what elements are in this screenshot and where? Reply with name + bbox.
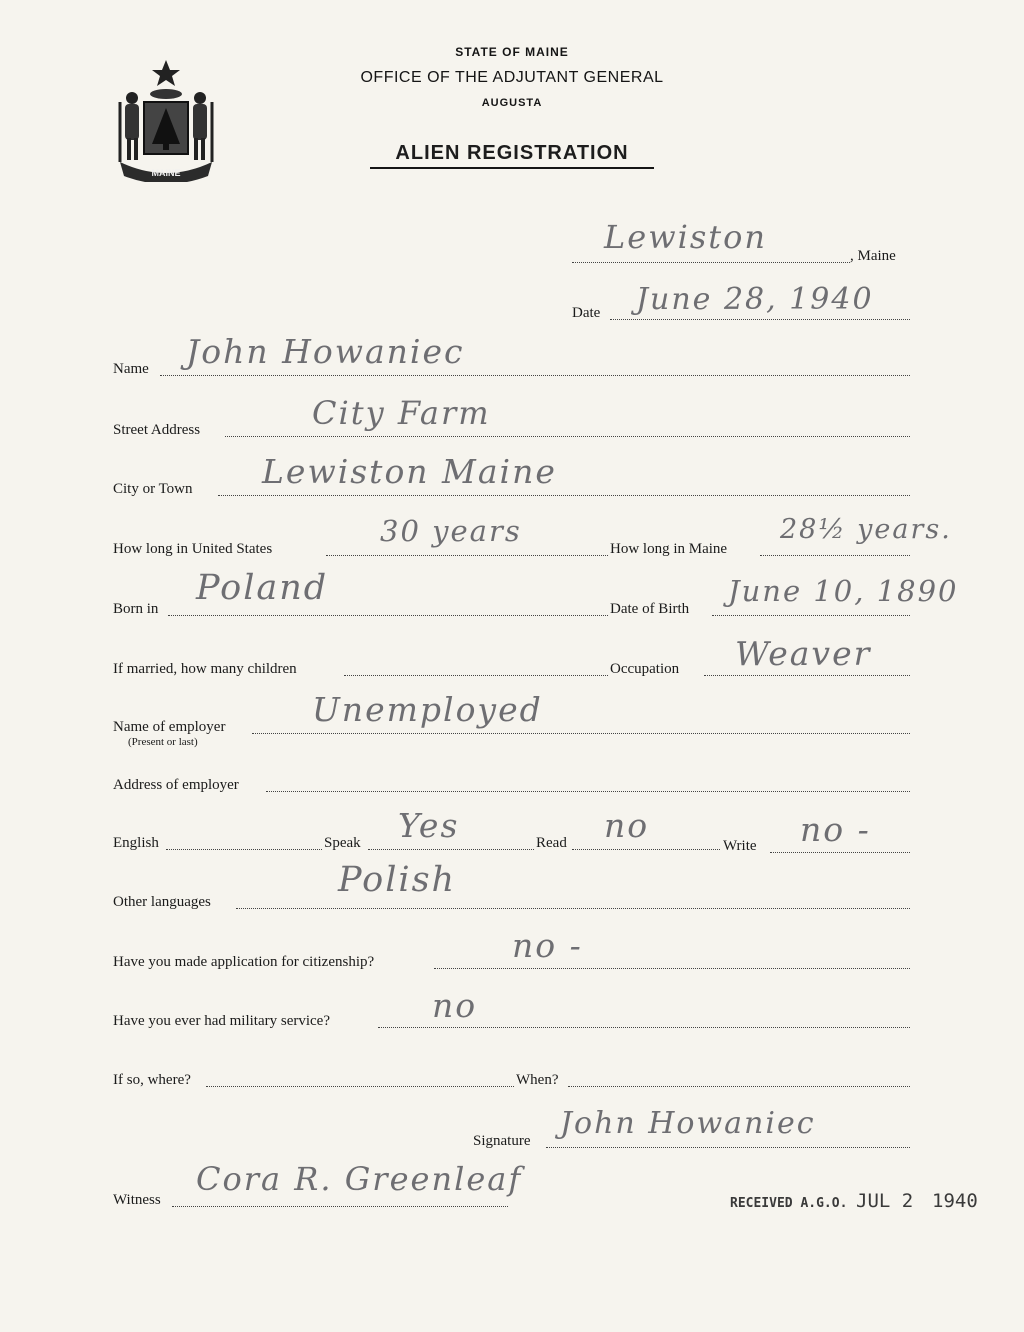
military-value: no bbox=[432, 986, 478, 1025]
witness-label: Witness bbox=[113, 1192, 161, 1208]
speak-value: Yes bbox=[398, 806, 460, 845]
city-label: City or Town bbox=[113, 481, 193, 497]
other-languages-value: Polish bbox=[338, 860, 457, 900]
read-value: no bbox=[604, 806, 650, 845]
name-line bbox=[160, 375, 910, 376]
how-long-maine-line bbox=[760, 555, 910, 556]
write-label: Write bbox=[723, 838, 757, 854]
employer-address-label: Address of employer bbox=[113, 777, 239, 793]
speak-label: Speak bbox=[324, 835, 361, 851]
maine-label: , Maine bbox=[850, 248, 896, 264]
header-city: AUGUSTA bbox=[481, 97, 543, 109]
employer-label: Name of employer bbox=[113, 719, 226, 735]
where-label: If so, where? bbox=[113, 1072, 191, 1088]
read-label: Read bbox=[536, 835, 567, 851]
how-long-us-value: 30 years bbox=[380, 514, 522, 548]
other-languages-label: Other languages bbox=[113, 894, 211, 910]
city-value: Lewiston Maine bbox=[262, 452, 557, 491]
citizenship-label: Have you made application for citizenship? bbox=[113, 954, 375, 970]
citizenship-line bbox=[434, 968, 910, 969]
signature-value: John Howaniec bbox=[560, 1106, 816, 1141]
children-line bbox=[344, 675, 608, 676]
where-line bbox=[206, 1086, 514, 1087]
children-label: If married, how many children bbox=[113, 661, 297, 677]
street-address-line bbox=[225, 436, 910, 437]
date-of-birth-value: June 10, 1890 bbox=[728, 574, 959, 608]
when-line bbox=[568, 1086, 910, 1087]
when-label: When? bbox=[516, 1072, 559, 1088]
employer-address-line bbox=[266, 791, 910, 792]
speak-line bbox=[368, 849, 534, 850]
how-long-maine-value: 28½ years. bbox=[780, 514, 952, 545]
born-in-label: Born in bbox=[113, 601, 159, 617]
english-line bbox=[166, 849, 322, 850]
other-languages-line bbox=[236, 908, 910, 909]
received-stamp-year: 1940 bbox=[932, 1190, 978, 1212]
place-value: Lewiston bbox=[604, 218, 767, 256]
street-address-label: Street Address bbox=[113, 422, 201, 438]
signature-line bbox=[546, 1147, 910, 1148]
employer-value: Unemployed bbox=[312, 690, 543, 729]
occupation-value: Weaver bbox=[735, 634, 872, 673]
signature-label: Signature bbox=[473, 1133, 531, 1149]
military-line bbox=[378, 1027, 910, 1028]
write-line bbox=[770, 852, 910, 853]
citizenship-value: no - bbox=[512, 926, 583, 965]
city-line bbox=[218, 495, 910, 496]
received-stamp: RECEIVED A.G.O. bbox=[730, 1196, 848, 1211]
read-line bbox=[572, 849, 720, 850]
witness-line bbox=[172, 1206, 508, 1207]
page-title: ALIEN REGISTRATION bbox=[370, 142, 654, 169]
write-value: no - bbox=[800, 810, 871, 849]
born-in-line bbox=[168, 615, 608, 616]
street-address-value: City Farm bbox=[312, 394, 491, 432]
military-label: Have you ever had military service? bbox=[113, 1013, 330, 1029]
date-of-birth-label: Date of Birth bbox=[610, 601, 690, 617]
state-of-maine-seal bbox=[112, 58, 220, 182]
seal-text: MAINE bbox=[151, 168, 181, 178]
occupation-line bbox=[704, 675, 910, 676]
date-line bbox=[610, 319, 910, 320]
header-state: STATE OF MAINE bbox=[455, 45, 569, 59]
witness-value: Cora R. Greenleaf bbox=[196, 1160, 523, 1198]
header-office: OFFICE OF THE ADJUTANT GENERAL bbox=[360, 69, 664, 86]
employer-line bbox=[252, 733, 910, 734]
place-line bbox=[572, 262, 850, 263]
how-long-us-line bbox=[326, 555, 608, 556]
date-label: Date bbox=[572, 305, 601, 321]
how-long-maine-label: How long in Maine bbox=[610, 541, 728, 557]
english-label: English bbox=[113, 835, 159, 851]
occupation-label: Occupation bbox=[610, 661, 680, 677]
date-of-birth-line bbox=[712, 615, 910, 616]
name-value: John Howaniec bbox=[186, 332, 465, 371]
born-in-value: Poland bbox=[196, 568, 329, 608]
employer-note: (Present or last) bbox=[128, 736, 198, 748]
received-stamp-date: JUL 2 bbox=[856, 1190, 914, 1212]
how-long-us-label: How long in United States bbox=[113, 541, 273, 557]
date-value: June 28, 1940 bbox=[636, 282, 874, 317]
name-label: Name bbox=[113, 361, 149, 377]
